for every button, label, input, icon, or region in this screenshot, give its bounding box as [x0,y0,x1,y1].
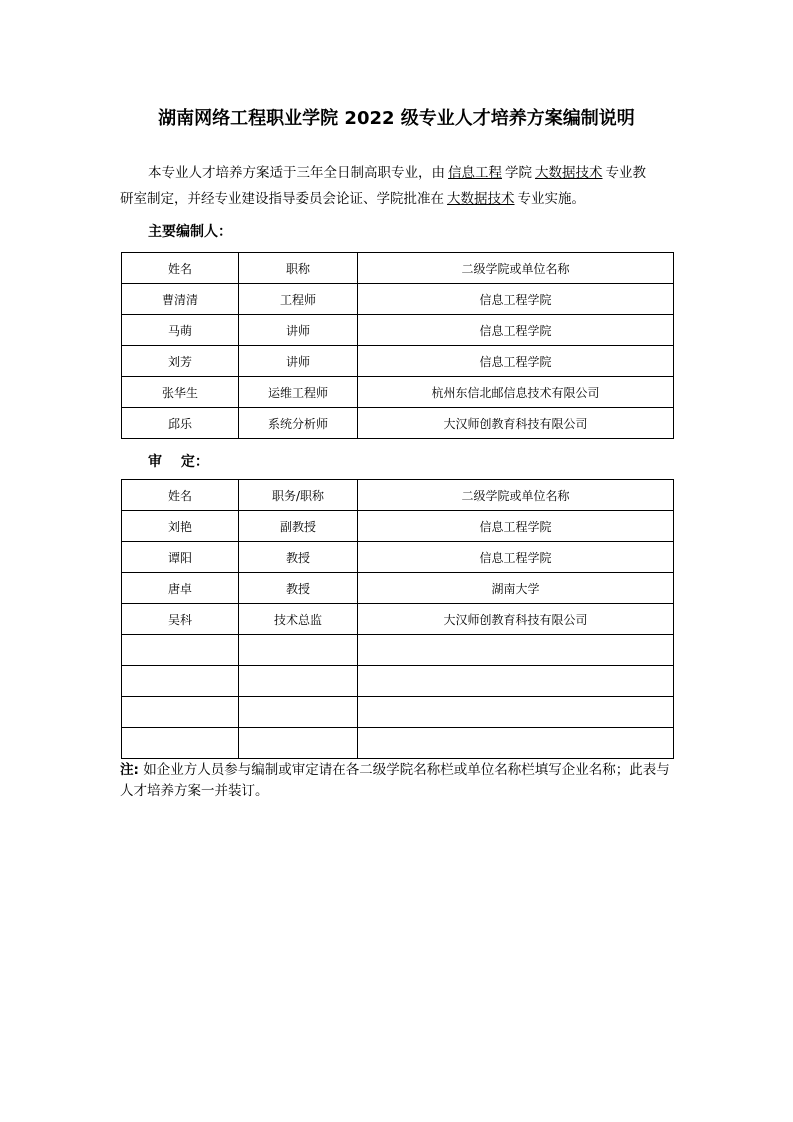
table-cell: 讲师 [239,315,358,346]
intro-line-2 [120,186,676,212]
table-row [122,346,674,377]
table-cell: 信息工程学院 [358,346,674,377]
table-cell: 信息工程学院 [358,315,674,346]
table-cell [239,635,358,666]
intro-text: 专业实施。 [517,191,585,207]
table-cell: 技术总监 [239,604,358,635]
table-cell [239,697,358,728]
table-cell: 信息工程学院 [358,511,674,542]
column-header: 二级学院或单位名称 [358,480,674,511]
column-header: 姓名 [122,253,239,284]
table-cell: 信息工程学院 [358,542,674,573]
column-header: 职称 [239,253,358,284]
reviewers-table [121,479,674,759]
intro-text: 研室制定，并经专业建设指导委员会论证、学院批准在 [120,191,444,207]
table-cell [358,666,674,697]
major-field: 大数据技术 [535,165,603,181]
table-row [122,666,674,697]
table-row [122,542,674,573]
table-cell: 教授 [239,542,358,573]
table-cell: 吴科 [122,604,239,635]
table-row [122,315,674,346]
table-cell [122,728,239,759]
table-cell: 讲师 [239,346,358,377]
table-cell: 马萌 [122,315,239,346]
table-cell: 工程师 [239,284,358,315]
table-cell [122,666,239,697]
table-cell [239,728,358,759]
table-row [122,728,674,759]
editors-table [121,252,674,439]
page-title: 湖南网络工程职业学院 2022 级专业人才培养方案编制说明 [158,108,635,129]
table-row [122,573,674,604]
editors-heading: 主要编制人： [148,224,232,240]
footnote-label: 注: [120,762,139,778]
college-field: 信息工程 [448,165,502,181]
table-cell: 大汉师创教育科技有限公司 [358,408,674,439]
table-cell: 副教授 [239,511,358,542]
table-cell: 湖南大学 [358,573,674,604]
table-cell: 系统分析师 [239,408,358,439]
table-cell: 信息工程学院 [358,284,674,315]
column-header: 姓名 [122,480,239,511]
table-cell [122,697,239,728]
table-row [122,284,674,315]
table-row [122,408,674,439]
table-row [122,635,674,666]
table-cell [358,697,674,728]
table-cell: 邱乐 [122,408,239,439]
intro-paragraph [120,160,676,212]
table-cell: 杭州东信北邮信息技术有限公司 [358,377,674,408]
footnote-text: 如企业方人员参与编制或审定请在各二级学院名称栏或单位名称栏填写企业名称；此表与人才培养方案一并装订。 [120,762,670,799]
table-row [122,511,674,542]
table-cell [122,635,239,666]
intro-text: 专业教 [605,165,646,181]
column-header: 职务/职称 [239,480,358,511]
table-cell [239,666,358,697]
table-cell: 唐卓 [122,573,239,604]
table-cell: 教授 [239,573,358,604]
column-header: 二级学院或单位名称 [358,253,674,284]
table-cell: 大汉师创教育科技有限公司 [358,604,674,635]
reviewers-heading: 审 定： [148,454,209,470]
table-row [122,604,674,635]
table-cell: 张华生 [122,377,239,408]
footnote [120,760,676,802]
intro-text: 本专业人才培养方案适于三年全日制高职专业，由 [148,165,445,181]
table-cell: 运维工程师 [239,377,358,408]
table-cell [358,635,674,666]
intro-text: 学院 [505,165,532,181]
table-header-row [122,480,674,511]
table-cell: 谭阳 [122,542,239,573]
intro-line-1 [120,160,676,186]
table-cell: 刘芳 [122,346,239,377]
table-row [122,377,674,408]
table-row [122,697,674,728]
table-header-row [122,253,674,284]
table-cell: 刘艳 [122,511,239,542]
table-cell: 曹清清 [122,284,239,315]
major-field-2: 大数据技术 [447,191,515,207]
table-cell [358,728,674,759]
